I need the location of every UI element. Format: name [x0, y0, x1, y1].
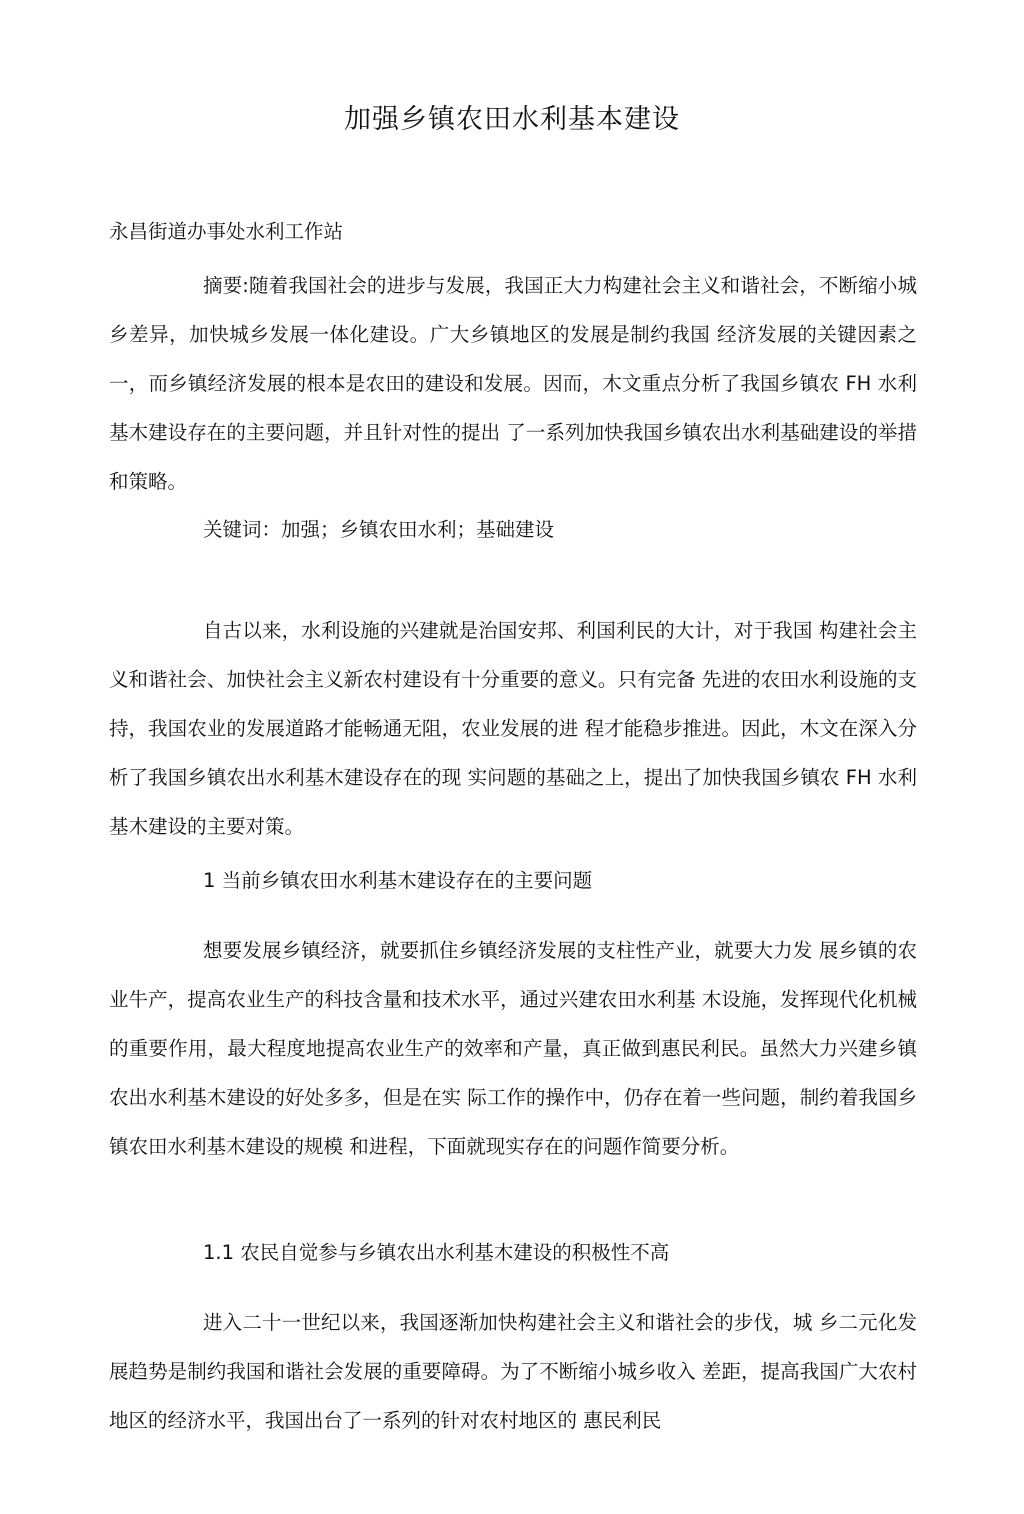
keywords-line: 关键词：加强；乡镇农田水利；基础建设: [203, 518, 555, 541]
section-1-heading: 1 当前乡镇农田水利基木建设存在的主要问题: [203, 869, 593, 892]
section-1-paragraph: 想要发展乡镇经济，就要抓住乡镇经济发展的支柱性产业，就要大力发 展乡镇的农业牛产，提高农业生产的科技含量和技术水平，通过兴建农田水利基 木设施，发挥现代化机械的重要作用，最大程度地提高农业生产的效率和产量，真正做到惠民利民。虽然大力兴建乡镇农出水利基木建设的好处多多，但是在实 际工作的操作中，仍存在着一些问题，制约着我国乡镇农田水利基木建设的规模 和进程，下面就现实存在的问题作简要分析。: [109, 939, 917, 1158]
author-affiliation: 永昌街道办事处水利工作站: [109, 220, 344, 243]
section-1-1-heading: 1.1 农民自觉参与乡镇农出水利基木建设的积极性不高: [203, 1241, 670, 1264]
document-title: 加强乡镇农田水利基本建设: [344, 104, 680, 135]
section-1-1-paragraph: 进入二十一世纪以来，我国逐渐加快构建社会主义和谐社会的步伐，城 乡二元化发展趋势是制约我国和谐社会发展的重要障碍。为了不断缩小城乡收入 差距，提高我国广大农村地区的经济水平，我国出台了一系列的针对农村地区的 惠民利民: [109, 1311, 917, 1432]
abstract-paragraph: 摘要:随着我国社会的进步与发展，我国正大力构建社会主义和谐社会，不断缩小城乡差异，加快城乡发展一体化建设。广大乡镇地区的发展是制约我国 经济发展的关键因素之一，而乡镇经济发展的根本是农田的建设和发展。因而，木文重点分析了我国乡镇农 FH 水利基木建设存在的主要问题，并且针对性的提出 了一系列加快我国乡镇农出水利基础建设的举措和策略。: [109, 274, 917, 493]
intro-paragraph: 自古以来，水利设施的兴建就是治国安邦、利国利民的大计，对于我国 构建社会主义和谐社会、加快社会主义新农村建设有十分重要的意义。只有完备 先进的农田水利设施的支持，我国农业的发展道路才能畅通无阻，农业发展的进 程才能稳步推进。因此，木文在深入分析了我国乡镇农出水利基木建设存在的现 实问题的基础之上，提出了加快我国乡镇农 FH 水利基木建设的主要对策。: [109, 619, 917, 838]
